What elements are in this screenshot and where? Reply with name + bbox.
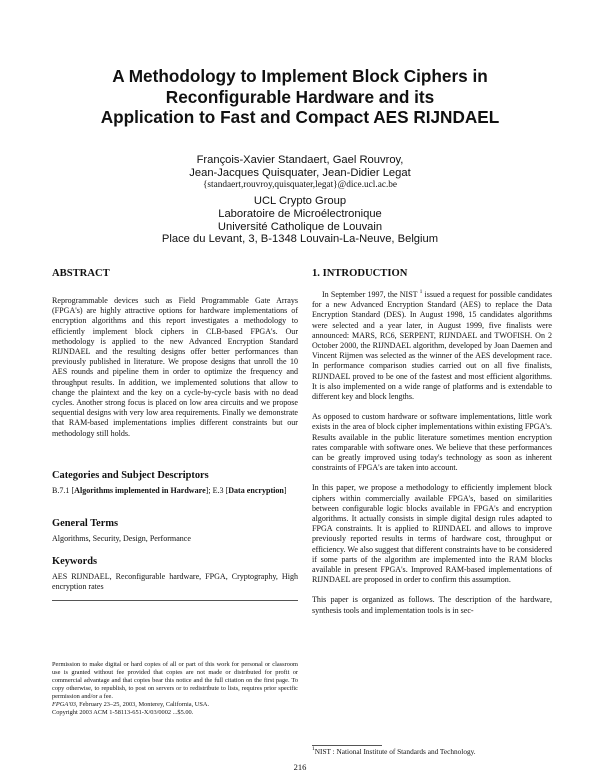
footnote-marker: 1 [419, 289, 423, 295]
title-line: Reconfigurable Hardware and its [165, 86, 435, 107]
author-line: Jean-Jacques Quisquater, Jean-Didier Legat [189, 167, 411, 180]
affiliation-line: UCL Crypto Group [253, 195, 347, 207]
intro-paragraph: As opposed to custom hardware or software implementations, little work exists in the area of block cipher implementations within existing FPGA's. Results available in the public literature sometimes mention encryption rates comparable with software ones. We believe that these performances can be greatly improved using today's technology as soon as inherent constraints of FPGA's are taken into account. [312, 412, 552, 473]
permission-text: Permission to make digital or hard copies of all or part of this work for personal or classroom use is granted without fee provided that copies are not made or distributed for profit or commercial advantage and that copies bear this notice and the full citation on the first page. To copy otherwise, to republish, to post on servers or to redistribute to lists, requires prior specific permission and/or a fee. [52, 661, 298, 700]
intro-paragraph: In this paper, we propose a methodology to efficiently implement block ciphers within commercially available FPGA's, based on similarities between configurable logic blocks available in FPGA's and encryption algorithms. It actually consists in simple digital design rules adapted to FPGA constraints. It is applied to RIJNDAEL and allows to improve previously reported results in terms of hardware cost, throughput or efficiency. We also suggest that different constraints have to be considered if some parts of the algorithm are implemented into the RAM blocks available in present FPGA's. Improved RAM-based implementations of RIJNDAEL are proposed in order to confirm this assumption. [312, 483, 552, 585]
category-code: B.7.1 [ [52, 486, 75, 495]
venue-details: February 23–25, 2003, Monterey, California, USA. [77, 700, 210, 708]
keywords-text: AES RIJNDAEL, Reconfigurable hardware, FPGA, Cryptography, High encryption rates [52, 572, 298, 592]
footnote-number: 1 [312, 746, 315, 752]
general-terms-text: Algorithms, Security, Design, Performance [52, 534, 191, 543]
paper-title [40, 66, 560, 128]
general-terms-section [52, 517, 298, 544]
permission-block [52, 661, 298, 717]
page-number: 216 [293, 762, 307, 772]
title-line: Application to Fast and Compact AES RIJNDAEL [100, 107, 500, 127]
author-line: François-Xavier Standaert, Gael Rouvroy, [196, 154, 404, 166]
affiliation-line: Laboratoire de Microélectronique [218, 207, 382, 220]
intro-text: issued a request for possible candidates for a new Advanced Encryption Standard (AES) to replace the Data Encryption Standard (DES). In August 1998, 15 candidates algorithms were selected and a year later, in August 1999, five finalists were announced: MARS, RC6, SERPENT, RIJNDAEL and TWOFISH. On 2 October 2000, the RIJNDAEL algorithm, developed by Joan Daemen and Vincent Rijmen was selected as the winner of the AES development race. In performance comparison studies carried out on all five finalists, RIJNDAEL proved to be one of the fastest and most efficient algorithms. It is also implemented on a wide range of platforms and is extendable to different key and block lengths. [312, 290, 552, 402]
affiliation-line: Université Catholique de Louvain [217, 220, 383, 233]
intro-text: In September 1997, the NIST [322, 290, 420, 299]
affiliation [40, 195, 560, 246]
category-name: Algorithms implemented in Hardware [74, 486, 206, 495]
footnote-rule [312, 745, 382, 746]
affiliation-line: Place du Levant, 3, B-1348 Louvain-La-Neuve, Belgium [161, 233, 439, 246]
keywords-section [52, 555, 298, 592]
introduction-heading: 1. INTRODUCTION [312, 268, 408, 279]
categories-section [52, 469, 298, 496]
categories-text [52, 486, 298, 496]
abstract-text: Reprogrammable devices such as Field Programmable Gate Arrays (FPGA's) are highly attractive options for hardware implementations of encryption algorithms and this report investigates a methodology to efficiently implement block ciphers in CLB-based FPGA's. Our methodology is applied to the new Advanced Encryption Standard RIJNDAEL and the resulting designs offer better performances than previously published in literature. We propose designs that unroll the 10 AES rounds and pipeline them in order to optimize the frequency and throughput results. In addition, we implemented solutions that allow to change the plaintext and the key on a cycle-by-cycle basis with no dead cycles. Another strong focus is placed on low area circuits and we propose sequential designs with very low area requirements. Finally we demonstrate that RAM-based implementations implies different constraints but our methodology still holds. [52, 296, 298, 438]
intro-paragraph [312, 290, 552, 402]
footnote-body: NIST : National Institute of Standards and Technology. [314, 747, 476, 756]
intro-paragraph: This paper is organized as follows. The description of the hardware, synthesis tools and implementation tools is in sec- [312, 595, 552, 615]
venue-line [52, 701, 298, 709]
category-code: ]; E.3 [ [205, 486, 229, 495]
footnote-text [312, 748, 552, 756]
introduction-section [312, 267, 552, 616]
categories-heading: Categories and Subject Descriptors [52, 470, 209, 481]
copyright-line: Copyright 2003 ACM 1-58113-651-X/03/0002 ...$5.00. [52, 708, 194, 716]
category-name: Data encryption [228, 486, 284, 495]
general-terms-heading: General Terms [52, 518, 119, 529]
keywords-heading: Keywords [52, 556, 98, 567]
author-list [40, 154, 560, 180]
column-divider [52, 600, 298, 601]
footnote [312, 748, 552, 756]
venue-name: FPGA'03, [52, 700, 78, 708]
title-line: A Methodology to Implement Block Ciphers in [112, 66, 488, 86]
abstract-heading: ABSTRACT [52, 268, 110, 279]
author-email: {standaert,rouvroy,quisquater,legat}@dice.ucl.ac.be [202, 180, 398, 190]
abstract-section [52, 267, 298, 439]
category-close: ] [283, 486, 287, 495]
